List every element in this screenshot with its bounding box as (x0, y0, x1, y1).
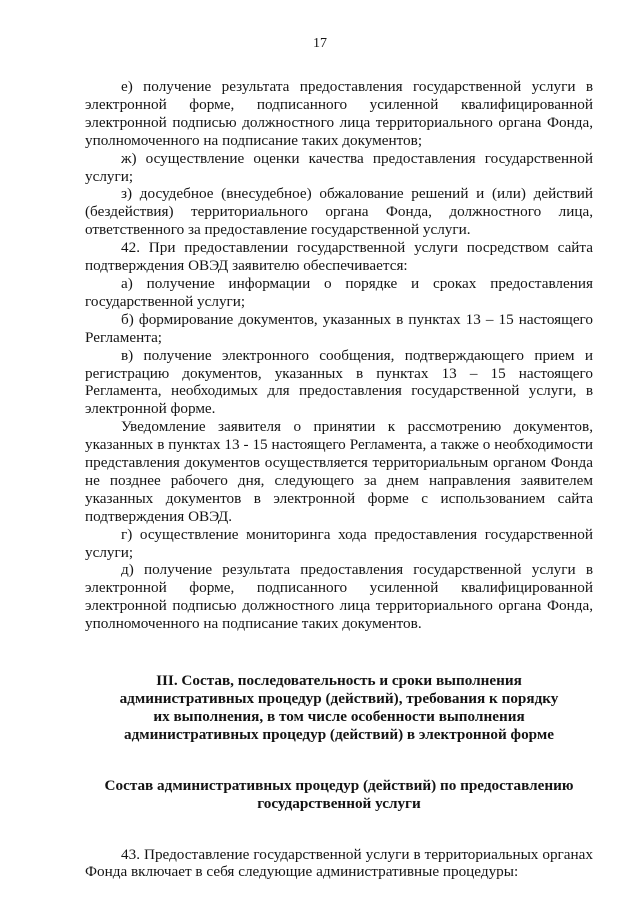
paragraph-item-z: з) досудебное (внесудебное) обжалование решений и (или) действий (бездействия) территориального органа Фонда, должностного лица, ответственного за предоставление государственной услуги. (85, 185, 593, 239)
paragraph-notification: Уведомление заявителя о принятии к рассмотрению документов, указанных в пунктах 13 - 15 настоящего Регламента, а также о необходимости представления документов осуществляется территориальным органом Фонда не позднее рабочего дня, следующего за днем направления заявителем указанных документов в электронной форме с использованием сайта подтверждения ОВЭД. (85, 418, 593, 525)
subsection-heading: Состав административных процедур (действий) по предоставлению государственной услуги (104, 776, 574, 812)
paragraph-clause-43: 43. Предоставление государственной услуги в территориальных органах Фонда включает в себя следующие административные процедуры: (85, 845, 593, 881)
paragraph-item-a: а) получение информации о порядке и сроках предоставления государственной услуги; (85, 274, 593, 310)
paragraph-item-g: г) осуществление мониторинга хода предоставления государственной услуги; (85, 525, 593, 561)
paragraph-item-d: д) получение результата предоставления государственной услуги в электронной форме, подписанного усиленной квалифицированной электронной подписью должностного лица территориального органа Фонда, уполномоченного на подписание таких документов. (85, 561, 593, 633)
section-heading: III. Состав, последовательность и сроки выполнения административных процедур (действий), требования к порядку их выполнения, в том числе особенности выполнения административных процедур (действий) в электронной форме (119, 672, 559, 743)
page-number: 17 (313, 36, 327, 51)
paragraph-item-v: в) получение электронного сообщения, подтверждающего прием и регистрацию документов, указанных в пунктах 13 – 15 настоящего Регламента, необходимых для предоставления государственной услуги, в электронной форме. (85, 346, 593, 418)
paragraph-item-b: б) формирование документов, указанных в пунктах 13 – 15 настоящего Регламента; (85, 310, 593, 346)
paragraph-item-zh: ж) осуществление оценки качества предоставления государственной услуги; (85, 149, 593, 185)
paragraph-item-e: е) получение результата предоставления государственной услуги в электронной форме, подписанного усиленной квалифицированной электронной подписью должностного лица территориального органа Фонда, уполномоченного на подписание таких документов; (85, 78, 593, 149)
document-body (85, 78, 593, 881)
paragraph-clause-42: 42. При предоставлении государственной услуги посредством сайта подтверждения ОВЭД заявителю обеспечивается: (85, 239, 593, 275)
